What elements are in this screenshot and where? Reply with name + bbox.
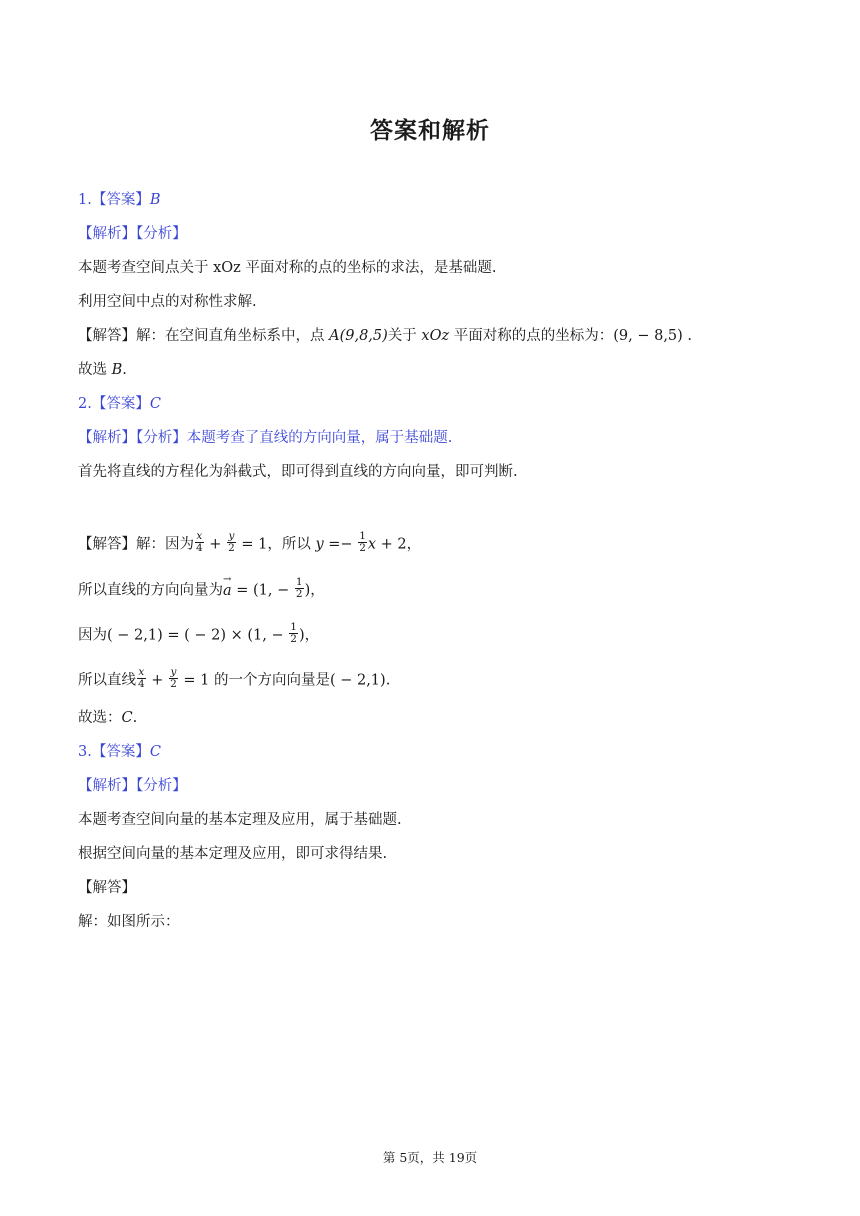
frac-num: 1 [359,530,366,542]
frac-num: 1 [295,576,303,588]
q2-var-y: y [315,536,324,553]
frac-den: 4 [138,678,145,690]
q2-sol-c: = 1，所以 [236,536,316,553]
fraction-x-over-4 [137,667,146,690]
q2-sol-a: 【解答】解：因为 [78,536,194,553]
q2-choice-text: 故选： [78,710,122,726]
frac-den: 2 [290,633,297,645]
q2-analysis-text: 【解析】【分析】本题考查了直线的方向向量，属于基础题. [78,430,453,446]
page-footer: 第 5页，共 19页 [382,1150,478,1165]
q2-conc-a: 所以直线 [78,672,136,689]
q2-sol-d: =− [323,536,358,553]
q1-answer-line [78,190,161,210]
q3-tags: 【解析】【分析】 [78,778,187,794]
q2-dv-b: = (1, − [231,582,294,599]
q2-answer-label: 2.【答案】 [78,396,150,412]
q2-paragraph-2: 首先将直线的方程化为斜截式，即可得到直线的方向向量，即可判断. [78,464,518,480]
q3-answer-label: 3.【答案】 [78,744,150,760]
page-title: 答案和解析 [370,118,490,144]
q1-plane: xOz [421,328,450,344]
q2-choice [78,708,137,728]
q1-choice-text: 故选 [78,362,112,378]
q1-paragraph-2: 利用空间中点的对称性求解. [78,294,257,310]
q1-answer-label: 1.【答案】 [78,192,150,208]
q1-solution [78,326,692,346]
fraction-1-over-2 [358,531,367,554]
q1-choice-period: . [122,362,127,378]
q2-because [78,621,320,647]
q2-conc-b: + [146,672,169,689]
q3-answer-value: C [149,744,161,760]
q2-dv-c: )， [304,582,325,599]
fraction-y-over-2 [227,531,236,554]
q2-because-b: )， [298,627,320,644]
q2-solution [78,530,422,556]
q1-answer-value: B [149,192,161,208]
q2-because-a: 因为( − 2,1) = ( − 2) × (1, − [78,627,289,644]
fraction-x-over-4 [195,531,204,554]
frac-den: 2 [295,588,303,600]
q2-conc-c: = 1 的一个方向向量是( − 2,1). [178,672,391,689]
q3-paragraph-1: 本题考查空间向量的基本定理及应用，属于基础题. [78,812,402,828]
frac-num: 1 [290,621,297,633]
frac-num: y [170,666,177,678]
q1-tags: 【解析】【分析】 [78,226,187,242]
q1-solution-text-b: 关于 [387,328,422,344]
q2-answer-line [78,394,161,414]
q2-conclusion [78,666,391,692]
fraction-1-over-2 [295,577,304,600]
q2-dv-a: 所以直线的方向向量为 [78,582,223,599]
vector-a: → a [223,581,232,601]
q2-direction-vector [78,576,325,602]
q3-solution-text: 解：如图所示： [78,914,180,930]
q1-solution-text-a: 【解答】解：在空间直角坐标系中，点 [78,328,330,344]
q2-analysis [78,428,452,448]
frac-den: 2 [170,678,177,690]
q1-solution-text-c: 平面对称的点的坐标为：(9, − 8,5) . [449,328,693,344]
q2-choice-period: . [132,710,138,726]
frac-den: 4 [196,542,203,554]
q3-solution-label: 【解答】 [78,880,136,896]
q2-choice-answer: C [121,710,133,726]
q1-choice-answer: B [111,362,123,378]
frac-den: 2 [359,542,366,554]
q1-point: A(9,8,5) [329,328,388,344]
q3-analysis-tags [78,776,187,796]
frac-num: x [138,666,145,678]
q2-sol-b: + [204,536,227,553]
q2-sol-e: + 2， [376,536,422,553]
fraction-1-over-2 [289,622,298,645]
q3-paragraph-2: 根据空间向量的基本定理及应用，即可求得结果. [78,846,388,862]
fraction-y-over-2 [169,667,178,690]
frac-num: x [196,530,203,542]
q1-choice [78,360,127,380]
q2-answer-value: C [149,396,161,412]
frac-num: y [228,530,235,542]
q2-var-x: x [367,536,377,553]
q1-paragraph-1: 本题考查空间点关于 xOz 平面对称的点的坐标的求法，是基础题. [78,260,497,276]
frac-den: 2 [228,542,235,554]
q3-answer-line [78,742,161,762]
q1-analysis-tags [78,224,187,244]
